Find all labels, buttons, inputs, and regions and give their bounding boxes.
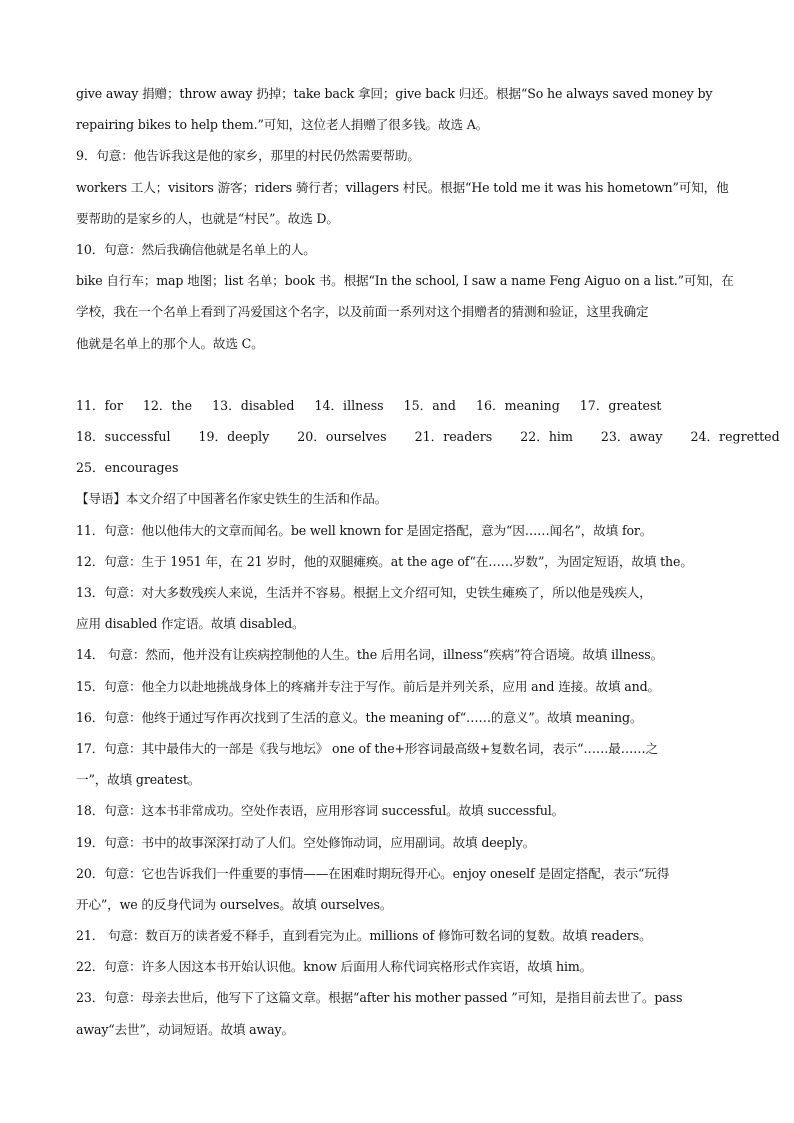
text-line: 23．句意：母亲去世后，他写下了这篇文章。根据“after his mother passed ”可知，是指目前去世了。pass: [76, 990, 683, 1006]
text-line: bike 自行车；map 地图；list 名单；book 书。根据“In the school, I saw a name Feng Aiguo on a list.”可知，在: [76, 273, 734, 289]
text-line: 17．句意：其中最伟大的一部是《我与地坛》 one of the+形容词最高级+复数名词，表示“……最……之: [76, 740, 659, 756]
text-line: 他就是名单上的那个人。故选 C。: [76, 335, 264, 351]
text-line: 学校，我在一个名单上看到了冯爱国这个名字，以及前面一系列对这个捐赠者的猜测和验证，这里我确定: [76, 304, 649, 320]
text-line: 14． 句意：然而，他并没有让疾病控制他的人生。the 后用名词，illness“疾病”符合语境。故填 illness。: [76, 647, 664, 663]
answer-item: 21．readers: [414, 429, 493, 445]
text-line: 22．句意：许多人因这本书开始认识他。know 后面用人称代词宾格形式作宾语，故填 him。: [76, 959, 593, 975]
answer-item: 25．encourages: [76, 460, 179, 476]
answer-item: 14．illness: [314, 397, 384, 413]
text-line: 应用 disabled 作定语。故填 disabled。: [76, 616, 305, 632]
text-line: 16．句意：他终于通过写作再次找到了生活的意义。the meaning of“……的意义”。故填 meaning。: [76, 709, 643, 725]
text-line: 11．句意：他以他伟大的文章而闻名。be well known for 是固定搭配，意为“因……闻名”，故填 for。: [76, 522, 653, 538]
answer-item: 12．the: [142, 397, 193, 413]
text-line: 21． 句意：数百万的读者爱不释手，直到看完为止。millions of 修饰可数名词的复数。故填 readers。: [76, 928, 652, 944]
explanations-section-1: [76, 78, 734, 359]
answer-item: 19．deeply: [198, 429, 270, 445]
text-line: 19．句意：书中的故事深深打动了人们。空处修饰动词，应用副词。故填 deeply。: [76, 834, 536, 850]
answer-item: 15．and: [403, 397, 456, 413]
text-line: 9．句意：他告诉我这是他的家乡，那里的村民仍然需要帮助。: [76, 148, 420, 164]
text-line: 一”，故填 greatest。: [76, 772, 201, 788]
text-line: repairing bikes to help them.”可知，这位老人捐赠了很多钱。故选 A。: [76, 117, 489, 133]
answer-item: 11．for: [76, 397, 123, 413]
answer-item: 16．meaning: [475, 397, 560, 413]
text-line: 10．句意：然后我确信他就是名单上的人。: [76, 241, 316, 257]
guide-heading: 【导语】本文介绍了中国著名作家史铁生的生活和作品。: [76, 491, 388, 507]
answer-key: [76, 390, 780, 484]
answer-row: [76, 390, 726, 421]
text-line: 13．句意：对大多数残疾人来说，生活并不容易。根据上文介绍可知，史铁生瘫痪了，所以他是残疾人，: [76, 585, 652, 600]
text-line: 20．句意：它也告诉我们一件重要的事情——在困难时期玩得开心。enjoy oneself 是固定搭配，表示“玩得: [76, 865, 670, 881]
text-line: 要帮助的是家乡的人，也就是“村民”。故选 D。: [76, 210, 339, 226]
text-line: 12．句意：生于 1951 年，在 21 岁时，他的双腿瘫痪。at the age of“在……岁数”，为固定短语，故填 the。: [76, 553, 693, 569]
answer-row: [76, 421, 780, 452]
answer-item: 20．ourselves: [297, 429, 387, 445]
text-line: give away 捐赠；throw away 扔掉；take back 拿回；give back 归还。根据“So he always saved money by: [76, 86, 713, 101]
answer-item: 18．successful: [76, 429, 171, 445]
answer-item: 23．away: [600, 429, 663, 445]
text-line: away“去世”，动词短语。故填 away。: [76, 1021, 294, 1037]
text-line: 开心”，we 的反身代词为 ourselves。故填 ourselves。: [76, 896, 393, 912]
text-line: workers 工人；visitors 游客；riders 骑行者；villagers 村民。根据“He told me it was his hometown”可知，他: [76, 179, 729, 195]
blank-spacer: [76, 359, 726, 390]
text-line: 18．句意：这本书非常成功。空处作表语，应用形容词 successful。故填 successful。: [76, 803, 565, 819]
answer-row: [76, 452, 726, 483]
explanations-section-2: [76, 483, 726, 1044]
document-page: [76, 78, 780, 1045]
text-line: 15．句意：他全力以赴地挑战身体上的疼痛并专注于写作。前后是并列关系，应用 and 连接。故填 and。: [76, 678, 660, 694]
answer-item: 22．him: [520, 429, 573, 445]
answer-item: 24．regretted: [690, 429, 780, 445]
answer-item: 13．disabled: [212, 397, 295, 413]
answer-item: 17．greatest: [579, 397, 662, 413]
